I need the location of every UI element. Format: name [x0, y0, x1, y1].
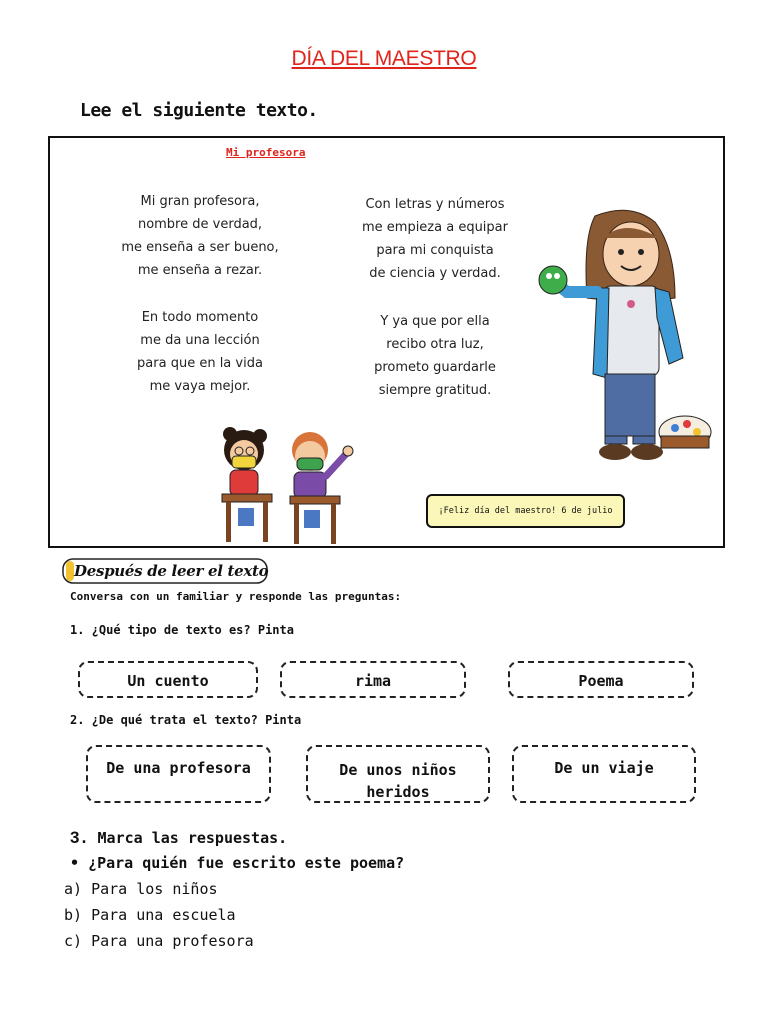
- poem-stanza-3: [345, 193, 525, 285]
- poem-line: me enseña a rezar.: [137, 263, 263, 278]
- poem-line: Con letras y números: [365, 197, 505, 212]
- teacher-illustration: [535, 208, 715, 470]
- poem-line: Y ya que por ella: [380, 314, 490, 329]
- question-2: 2. ¿De qué trata el texto? Pinta: [70, 713, 302, 727]
- poem-line: me enseña a ser bueno,: [121, 240, 279, 255]
- poem-stanza-2: [110, 306, 290, 398]
- poem-line: para mi conquista: [376, 243, 494, 258]
- option-un-cuento[interactable]: Un cuento: [78, 661, 258, 698]
- poem-line: de ciencia y verdad.: [369, 266, 501, 281]
- bullet-icon: •: [70, 854, 89, 872]
- option-de-un-viaje[interactable]: De un viaje: [512, 745, 696, 803]
- option-de-una-profesora[interactable]: De una profesora: [86, 745, 271, 803]
- poem-line: En todo momento: [141, 310, 259, 325]
- question-3-text: . Marca las respuestas.: [79, 829, 288, 847]
- question-1: 1. ¿Qué tipo de texto es? Pinta: [70, 623, 294, 637]
- poem-line: siempre gratitud.: [378, 383, 492, 398]
- option-poema[interactable]: Poema: [508, 661, 694, 698]
- greeting-note: ¡Feliz día del maestro! 6 de julio: [426, 494, 625, 528]
- question-3: [70, 828, 287, 848]
- question-3-number: 3: [70, 828, 80, 847]
- poem-title: Mi profesora: [226, 146, 306, 159]
- poem-line: me vaya mejor.: [149, 379, 251, 394]
- poem-line: me empieza a equipar: [361, 220, 508, 235]
- converse-instruction: Conversa con un familiar y responde las preguntas:: [70, 590, 402, 603]
- poem-line: me da una lección: [140, 333, 260, 348]
- poem-stanza-4: [345, 310, 525, 402]
- after-reading-banner: Después de leer el texto: [74, 562, 269, 580]
- option-de-unos-ninos-heridos[interactable]: De unos niños heridos: [306, 745, 490, 803]
- poem-line: Mi gran profesora,: [140, 194, 260, 209]
- poem-line: prometo guardarle: [374, 360, 496, 375]
- page-title: DÍA DEL MAESTRO: [291, 47, 477, 70]
- question-3-prompt: [70, 854, 404, 872]
- poem-line: para que en la vida: [137, 356, 263, 371]
- children-at-desks-illustration: [200, 418, 360, 546]
- option-rima[interactable]: rima: [280, 661, 466, 698]
- instruction-text: Lee el siguiente texto.: [80, 100, 318, 121]
- question-3-question: ¿Para quién fue escrito este poema?: [88, 854, 405, 872]
- poem-line: nombre de verdad,: [137, 217, 263, 232]
- answer-a[interactable]: a) Para los niños: [64, 880, 218, 898]
- answer-b[interactable]: b) Para una escuela: [64, 906, 236, 924]
- poem-line: recibo otra luz,: [386, 337, 484, 352]
- answer-c[interactable]: c) Para una profesora: [64, 932, 254, 950]
- poem-stanza-1: [110, 190, 290, 282]
